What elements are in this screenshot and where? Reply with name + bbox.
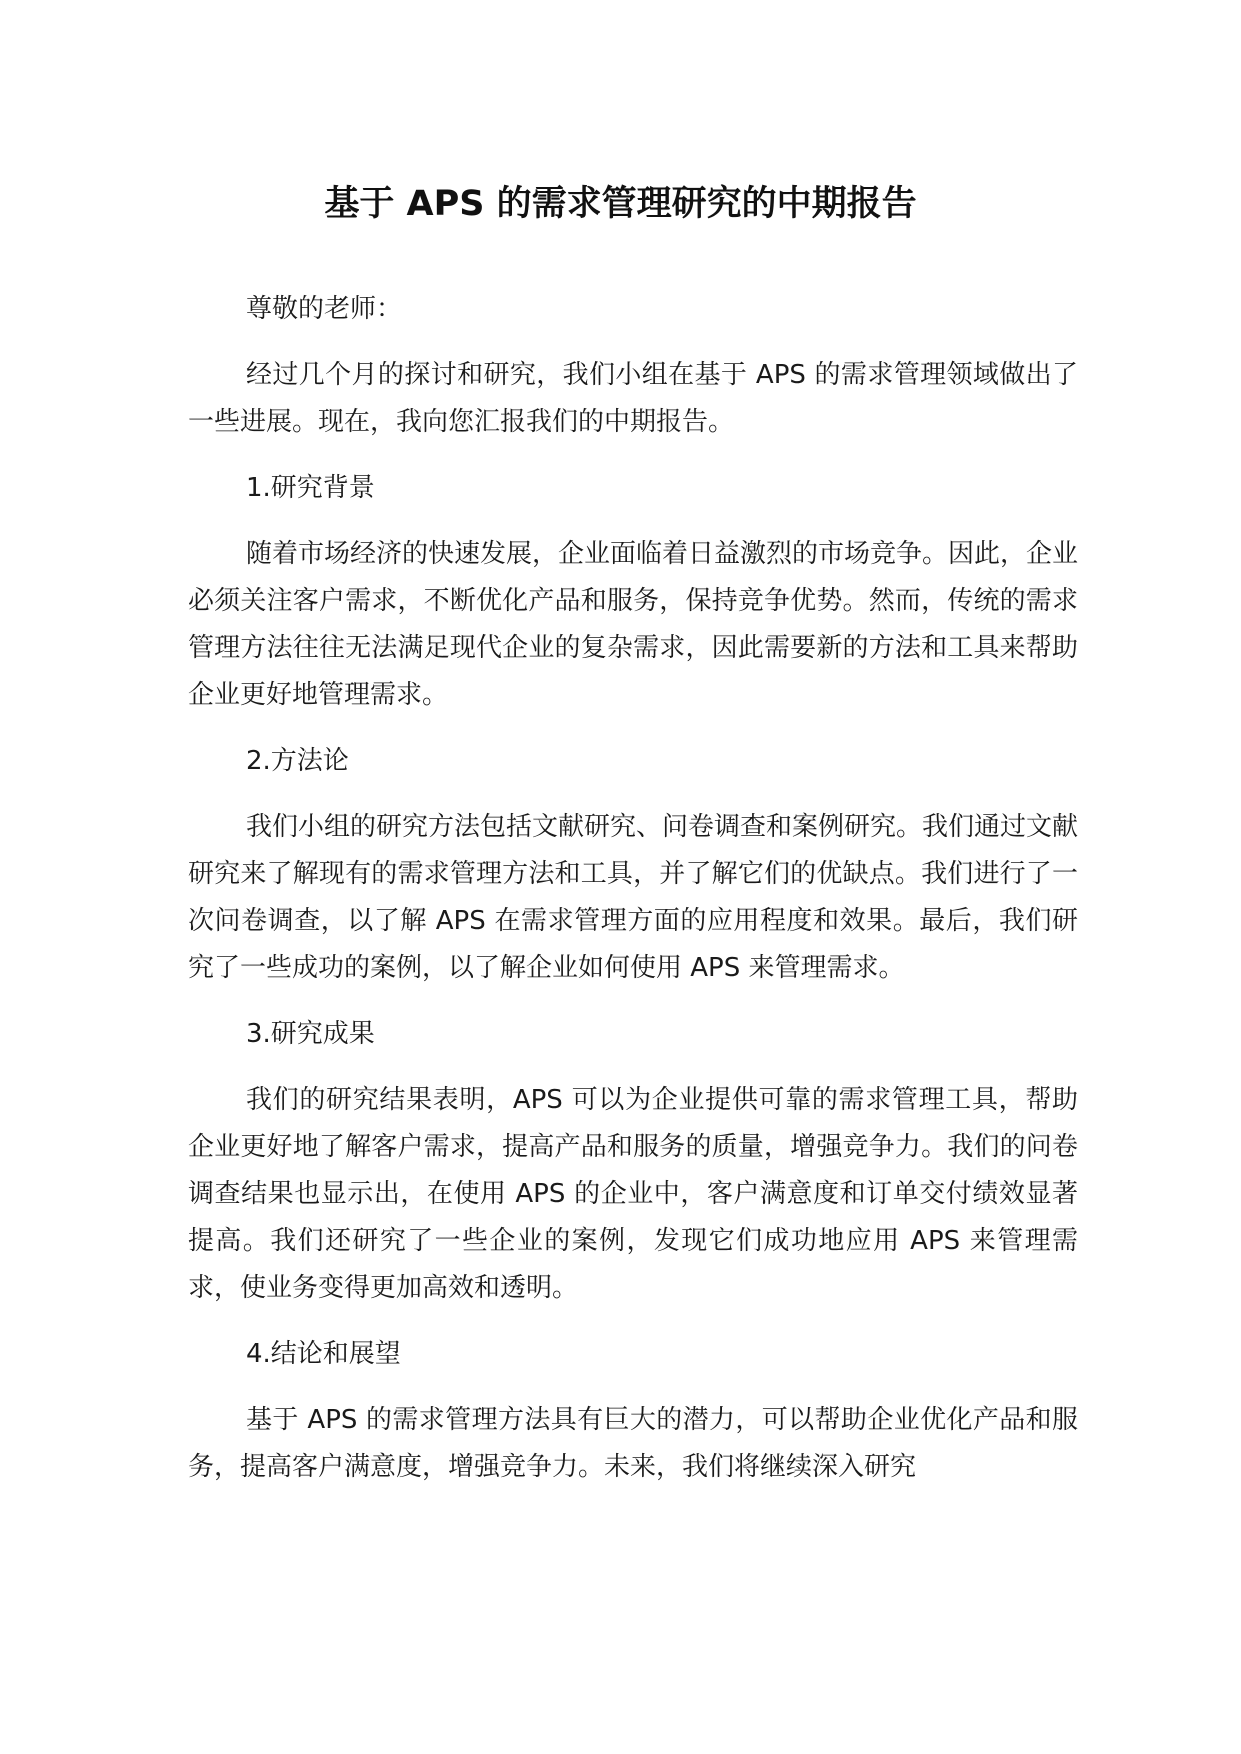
section-heading-conclusion: 4.结论和展望 <box>246 1339 401 1369</box>
section-text-methodology: 我们小组的研究方法包括文献研究、问卷调查和案例研究。我们通过文献研究来了解现有的需求管理方法和工具，并了解它们的优缺点。我们进行了一次问卷调查，以了解 APS 在需求管理方面的应用程度和效果。最后，我们研究了一些成功的案例，以了解企业如何使用 APS 来管理需求。 <box>188 812 1079 983</box>
intro-paragraph: 经过几个月的探讨和研究，我们小组在基于 APS 的需求管理领域做出了一些进展。现在，我向您汇报我们的中期报告。 <box>188 360 1078 437</box>
document-body <box>188 286 1078 1510</box>
section-text-conclusion: 基于 APS 的需求管理方法具有巨大的潜力，可以帮助企业优化产品和服务，提高客户满意度，增强竞争力。未来，我们将继续深入研究 <box>188 1405 1078 1482</box>
document-title: 基于 APS 的需求管理研究的中期报告 <box>324 184 917 224</box>
section-text-background: 随着市场经济的快速发展，企业面临着日益激烈的市场竞争。因此，企业必须关注客户需求，不断优化产品和服务，保持竞争优势。然而，传统的需求管理方法往往无法满足现代企业的复杂需求，因此需要新的方法和工具来帮助企业更好地管理需求。 <box>188 539 1079 710</box>
section-heading-results: 3.研究成果 <box>246 1019 375 1049</box>
section-heading-background: 1.研究背景 <box>246 473 375 503</box>
salutation: 尊敬的老师： <box>246 294 403 324</box>
section-text-results: 我们的研究结果表明，APS 可以为企业提供可靠的需求管理工具，帮助企业更好地了解客户需求，提高产品和服务的质量，增强竞争力。我们的问卷调查结果也显示出，在使用 APS 的企业中，客户满意度和订单交付绩效显著提高。我们还研究了一些企业的案例，发现它们成功地应用 APS 来管理需求，使业务变得更加高效和透明。 <box>188 1085 1078 1303</box>
section-heading-methodology: 2.方法论 <box>246 746 349 776</box>
